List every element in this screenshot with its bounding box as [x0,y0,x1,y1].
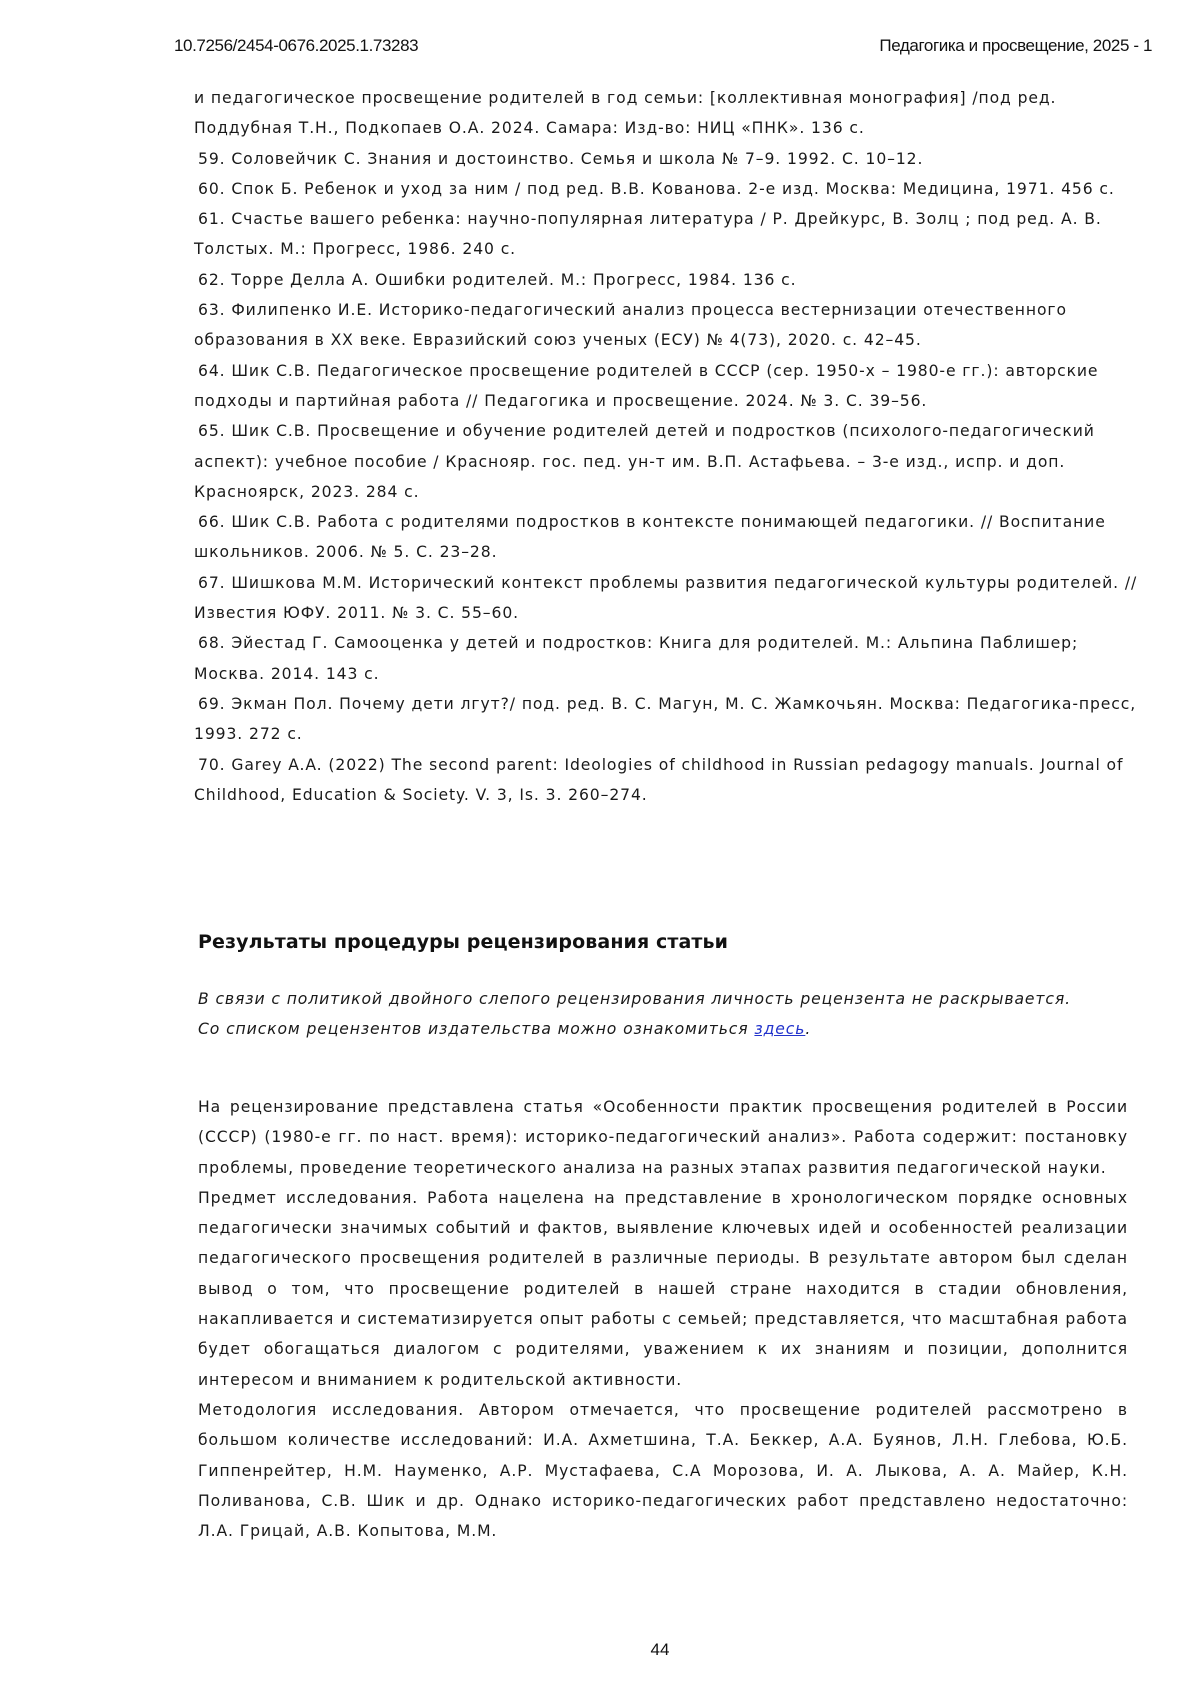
review-section-title: Результаты процедуры рецензирования статьи [198,931,728,953]
review-paragraph: Методология исследования. Автором отмечается, что просвещение родителей рассмотрено в большом количестве исследований: И.А. Ахметшина, Т.А. Беккер, А.А. Буянов, Л.Н. Глебова, Ю.Б. Гиппенрейтер, Н.М. Науменко, А.Р. Мустафаева, С.А Морозова, И. А. Лыкова, А. А. Майер, К.Н. Поливанова, С.В. Шик и др. Однако историко-педагогических работ представлено недостаточно: Л.А. Грицай, А.В. Копытова, М.М. [198,1395,1128,1546]
reference-item: 63. Филипенко И.Е. Историко-педагогический анализ процесса вестернизации отечественного образования в XX веке. Евразийский союз ученых (ЕСУ) № 4(73), 2020. с. 42–45. [194,295,1154,356]
reference-item: 68. Эйестад Г. Самооценка у детей и подростков: Книга для родителей. М.: Альпина Паблишер; Москва. 2014. 143 с. [194,628,1154,689]
reference-item: 70. Garey A.A. (2022) The second parent: Ideologies of childhood in Russian pedagogy manuals. Journal of Childhood, Education & Society. V. 3, Is. 3. 260–274. [194,750,1154,811]
reference-item: 60. Спок Б. Ребенок и уход за ним / под ред. В.В. Кованова. 2-е изд. Москва: Медицина, 1971. 456 с. [194,174,1154,204]
review-paragraph: Предмет исследования. Работа нацелена на представление в хронологическом порядке основных педагогически значимых событий и фактов, выявление ключевых идей и особенностей реализации педагогического просвещения родителей в различные периоды. В результате автором был сделан вывод о том, что просвещение родителей в нашей стране находится в стадии обновления, накапливается и систематизируется опыт работы с семьей; представляется, что масштабная работа будет обогащаться диалогом с родителями, уважением к их знаниям и позиции, дополнится интересом и вниманием к родительской активности. [198,1183,1128,1395]
reference-item: 69. Экман Пол. Почему дети лгут?/ под. ред. В. С. Магун, М. С. Жамкочьян. Москва: Педагогика-пресс, 1993. 272 с. [194,689,1154,750]
reviewers-link[interactable]: здесь [754,1020,805,1038]
reference-item: 64. Шик С.В. Педагогическое просвещение родителей в СССР (сер. 1950-х – 1980-е гг.): авторские подходы и партийная работа // Педагогика и просвещение. 2024. № 3. С. 39–56. [194,356,1154,417]
page-number: 44 [0,1640,1200,1660]
review-body [198,1092,1128,1546]
review-paragraph: На рецензирование представлена статья «Особенности практик просвещения родителей в России (СССР) (1980-е гг. по наст. время): историко-педагогический анализ». Работа содержит: постановку проблемы, проведение теоретического анализа на разных этапах развития педагогической науки. [198,1092,1128,1183]
reference-item: 66. Шик С.В. Работа с родителями подростков в контексте понимающей педагогики. // Воспитание школьников. 2006. № 5. С. 23–28. [194,507,1154,568]
review-note-suffix: . [805,1020,811,1038]
review-note [198,984,1128,1045]
reference-item: 65. Шик С.В. Просвещение и обучение родителей детей и подростков (психолого-педагогический аспект): учебное пособие / Краснояр. гос. пед. ун-т им. В.П. Астафьева. – 3-е изд., испр. и доп. Красноярск, 2023. 284 с. [194,416,1154,507]
reference-item: 59. Соловейчик С. Знания и достоинство. Семья и школа № 7–9. 1992. С. 10–12. [194,144,1154,174]
review-note-prefix: Со списком рецензентов издательства можно ознакомиться [198,1020,754,1038]
reference-item: 67. Шишкова М.М. Исторический контекст проблемы развития педагогической культуры родителей. // Известия ЮФУ. 2011. № 3. С. 55–60. [194,568,1154,629]
doi-header: 10.7256/2454-0676.2025.1.73283 [174,36,418,56]
reference-item: 62. Торре Делла А. Ошибки родителей. М.: Прогресс, 1984. 136 с. [194,265,1154,295]
reference-item: 61. Счастье вашего ребенка: научно-популярная литература / Р. Дрейкурс, В. Золц ; под ред. А. В. Толстых. М.: Прогресс, 1986. 240 с. [194,204,1154,265]
journal-header: Педагогика и просвещение, 2025 - 1 [879,36,1152,56]
reference-list [194,83,1154,810]
reference-item: и педагогическое просвещение родителей в год семьи: [коллективная монография] /под ред. Поддубная Т.Н., Подкопаев О.А. 2024. Самара: Изд-во: НИЦ «ПНК». 136 с. [194,83,1154,144]
review-note-blind: В связи с политикой двойного слепого рецензирования личность рецензента не раскрывается. [198,990,1071,1008]
